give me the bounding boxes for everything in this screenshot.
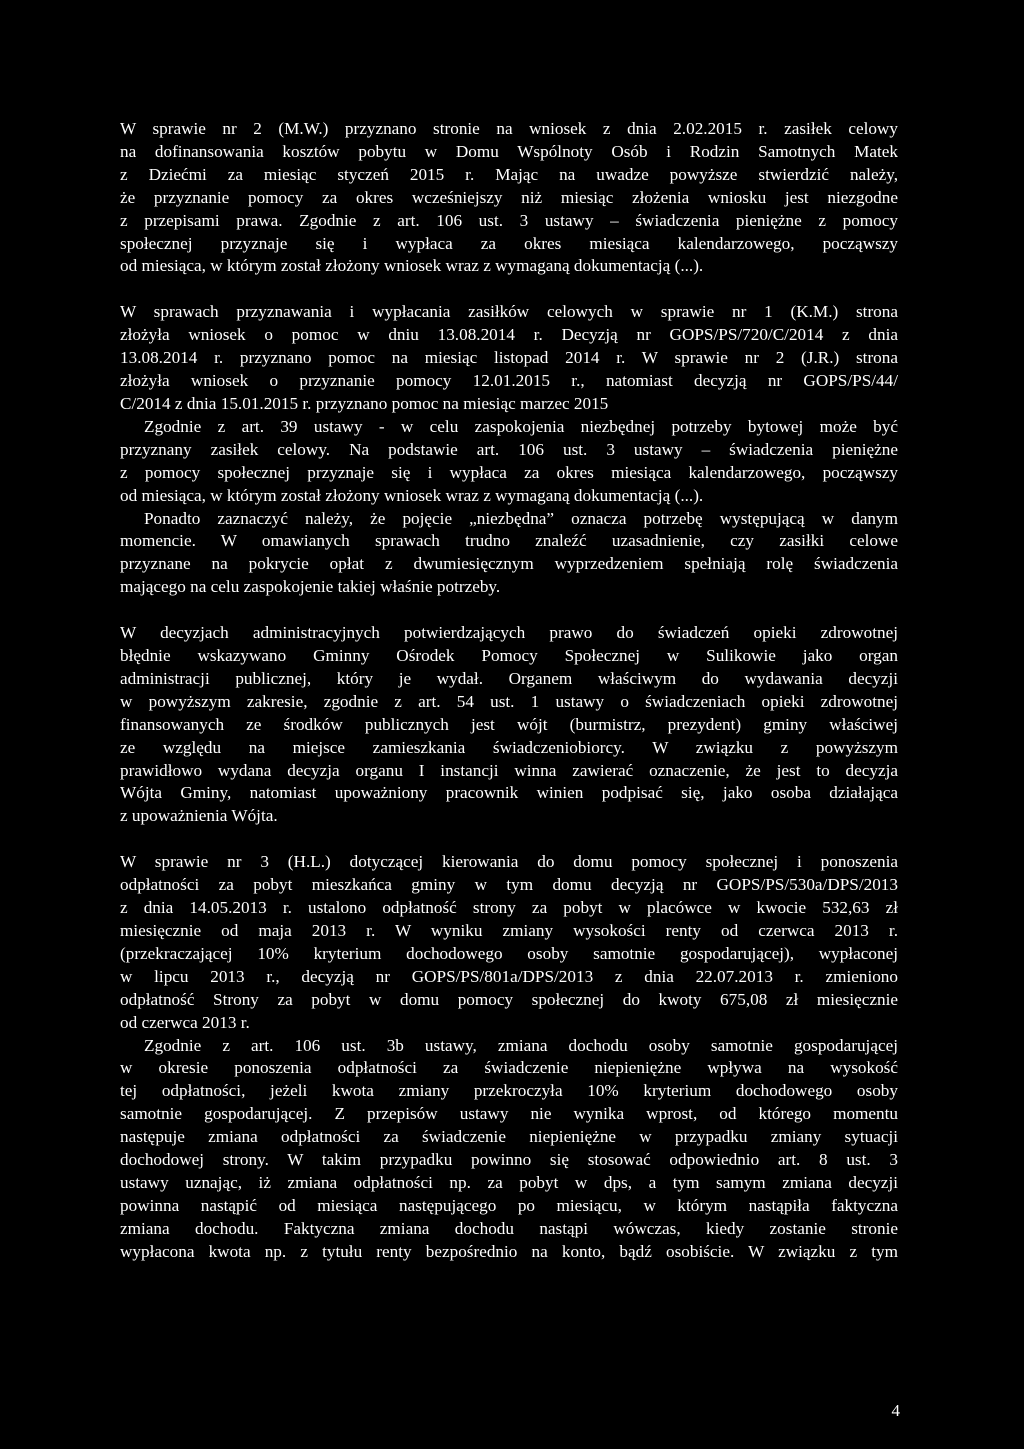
- paragraph: [120, 301, 898, 599]
- text-line: powinna nastąpić od miesiąca następującego po miesiącu, w którym nastąpiła faktyczna: [120, 1195, 898, 1215]
- text-line: (przekraczającej 10% kryterium dochodowego osoby samotnie gospodarującej), wypłaconej: [120, 943, 898, 963]
- paragraph: [120, 118, 898, 278]
- paragraph-gap: [120, 278, 898, 301]
- text-line: odpłatność Strony za pobyt w domu pomocy społecznej do kwoty 675,08 zł miesięcznie: [120, 989, 898, 1009]
- text-line: miesięcznie od maja 2013 r. W wyniku zmiany wysokości renty od czerwca 2013 r.: [120, 921, 898, 940]
- text-line: odpłatności za pobyt mieszkańca gminy w tym domu decyzją nr GOPS/PS/530a/DPS/2013: [120, 875, 898, 895]
- text-line: C/2014 z dnia 15.01.2015 r. przyznano pomoc na miesiąc marzec 2015: [120, 393, 609, 413]
- text-line: w powyższym zakresie, zgodnie z art. 54 ust. 1 ustawy o świadczeniach opieki zdrowotnej: [120, 691, 898, 711]
- text-line: mającego na celu zaspokojenie takiej właśnie potrzeby.: [120, 577, 501, 597]
- text-line: dochodowej strony. W takim przypadku powinno się stosować odpowiednio art. 8 ust. 3: [120, 1150, 898, 1170]
- text-line: Wójta Gminy, natomiast upoważniony pracownik winien podpisać się, jako osoba działająca: [120, 783, 898, 803]
- paragraph-gap: [120, 599, 898, 622]
- text-line: Zgodnie z art. 39 ustawy - w celu zaspokojenia niezbędnej potrzeby bytowej może być: [144, 416, 898, 436]
- text-line: samotnie gospodarującej. Z przepisów ustawy nie wynika wprost, od którego momentu: [120, 1104, 898, 1124]
- text-line: przyznany zasiłek celowy. Na podstawie art. 106 ust. 3 ustawy – świadczenia pieniężne: [120, 439, 898, 459]
- text-line: momencie. W omawianych sprawach trudno znaleźć uzasadnienie, czy zasiłki celowe: [120, 531, 898, 551]
- text-line: administracji publicznej, który je wydał. Organem właściwym do wydawania decyzji: [120, 668, 898, 688]
- text-line: z upoważnienia Wójta.: [120, 806, 278, 826]
- text-line: wypłacona kwota np. z tytułu renty bezpośrednio na konto, bądź osobiście. W związku z tym: [120, 1241, 898, 1261]
- text-line: złożyła wniosek o przyznanie pomocy 12.01.2015 r., natomiast decyzją nr GOPS/PS/44/: [120, 371, 898, 391]
- document-page: [120, 118, 898, 1264]
- text-line: W decyzjach administracyjnych potwierdzających prawo do świadczeń opieki zdrowotnej: [120, 623, 898, 643]
- text-line: ze względu na miejsce zamieszkania świadczeniobiorcy. W związku z powyższym: [120, 737, 898, 757]
- text-line: że przyznanie pomocy za okres wcześniejszy niż miesiąc złożenia wniosku jest niezgodne: [120, 187, 898, 207]
- text-line: błędnie wskazywano Gminny Ośrodek Pomocy Społecznej w Sulikowie jako organ: [120, 646, 898, 666]
- text-line: na dofinansowania kosztów pobytu w Domu Wspólnoty Osób i Rodzin Samotnych Matek: [120, 141, 898, 161]
- paragraph-gap: [120, 828, 898, 851]
- text-line: z pomocy społecznej przyznaje się i wypłaca za okres miesiąca kalendarzowego, począwszy: [120, 462, 898, 482]
- text-line: w lipcu 2013 r., decyzją nr GOPS/PS/801a/DPS/2013 z dnia 22.07.2013 r. zmieniono: [120, 966, 898, 986]
- text-line: z Dziećmi za miesiąc styczeń 2015 r. Mając na uwadze powyższe stwierdzić należy,: [120, 164, 898, 184]
- paragraph: [120, 622, 898, 828]
- text-line: ustawy uznając, iż zmiana odpłatności np. za pobyt w dps, a tym samym zmiana decyzji: [120, 1172, 898, 1192]
- paragraph: [120, 851, 898, 1263]
- page-number: 4: [891, 1401, 900, 1420]
- text-line: od czerwca 2013 r.: [120, 1012, 250, 1032]
- text-line: 13.08.2014 r. przyznano pomoc na miesiąc listopad 2014 r. W sprawie nr 2 (J.R.) strona: [120, 348, 898, 368]
- text-line: tej odpłatności, jeżeli kwota zmiany przekroczyła 10% kryterium dochodowego osoby: [120, 1081, 898, 1101]
- text-line: prawidłowo wydana decyzja organu I instancji winna zawierać oznaczenie, że jest to decyzja: [120, 760, 898, 780]
- text-line: z dnia 14.05.2013 r. ustalono odpłatność strony za pobyt w placówce w kwocie 532,63 zł: [120, 898, 898, 918]
- text-line: Zgodnie z art. 106 ust. 3b ustawy, zmiana dochodu osoby samotnie gospodarującej: [144, 1035, 898, 1055]
- document-body: [120, 118, 898, 1264]
- text-line: złożyła wniosek o pomoc w dniu 13.08.2014 r. Decyzją nr GOPS/PS/720/C/2014 z dnia: [120, 325, 898, 345]
- text-line: w okresie ponoszenia odpłatności za świadczenie niepieniężne wpływa na wysokość: [120, 1058, 898, 1078]
- text-line: przyznane na pokrycie opłat z dwumiesięcznym wyprzedzeniem spełniają rolę świadczenia: [120, 554, 898, 574]
- text-line: W sprawach przyznawania i wypłacania zasiłków celowych w sprawie nr 1 (K.M.) strona: [120, 302, 898, 322]
- text-line: Ponadto zaznaczyć należy, że pojęcie „niezbędna” oznacza potrzebę występującą w danym: [144, 508, 898, 528]
- text-line: z przepisami prawa. Zgodnie z art. 106 ust. 3 ustawy – świadczenia pieniężne z pomocy: [120, 210, 898, 230]
- text-line: społecznej przyznaje się i wypłaca za okres miesiąca kalendarzowego, począwszy: [120, 233, 898, 253]
- text-line: następuje zmiana odpłatności za świadczenie niepieniężne w przypadku zmiany sytuacji: [120, 1127, 898, 1147]
- text-line: zmiana dochodu. Faktyczna zmiana dochodu nastąpi wówczas, kiedy zostanie stronie: [120, 1218, 898, 1238]
- text-line: od miesiąca, w którym został złożony wniosek wraz z wymaganą dokumentacją (...).: [120, 485, 704, 505]
- text-line: W sprawie nr 2 (M.W.) przyznano stronie na wniosek z dnia 2.02.2015 r. zasiłek celowy: [120, 119, 898, 138]
- text-line: W sprawie nr 3 (H.L.) dotyczącej kierowania do domu pomocy społecznej i ponoszenia: [120, 852, 898, 872]
- text-line: od miesiąca, w którym został złożony wniosek wraz z wymaganą dokumentacją (...).: [120, 256, 704, 276]
- text-line: finansowanych ze środków publicznych jest wójt (burmistrz, prezydent) gminy właściwej: [120, 714, 898, 734]
